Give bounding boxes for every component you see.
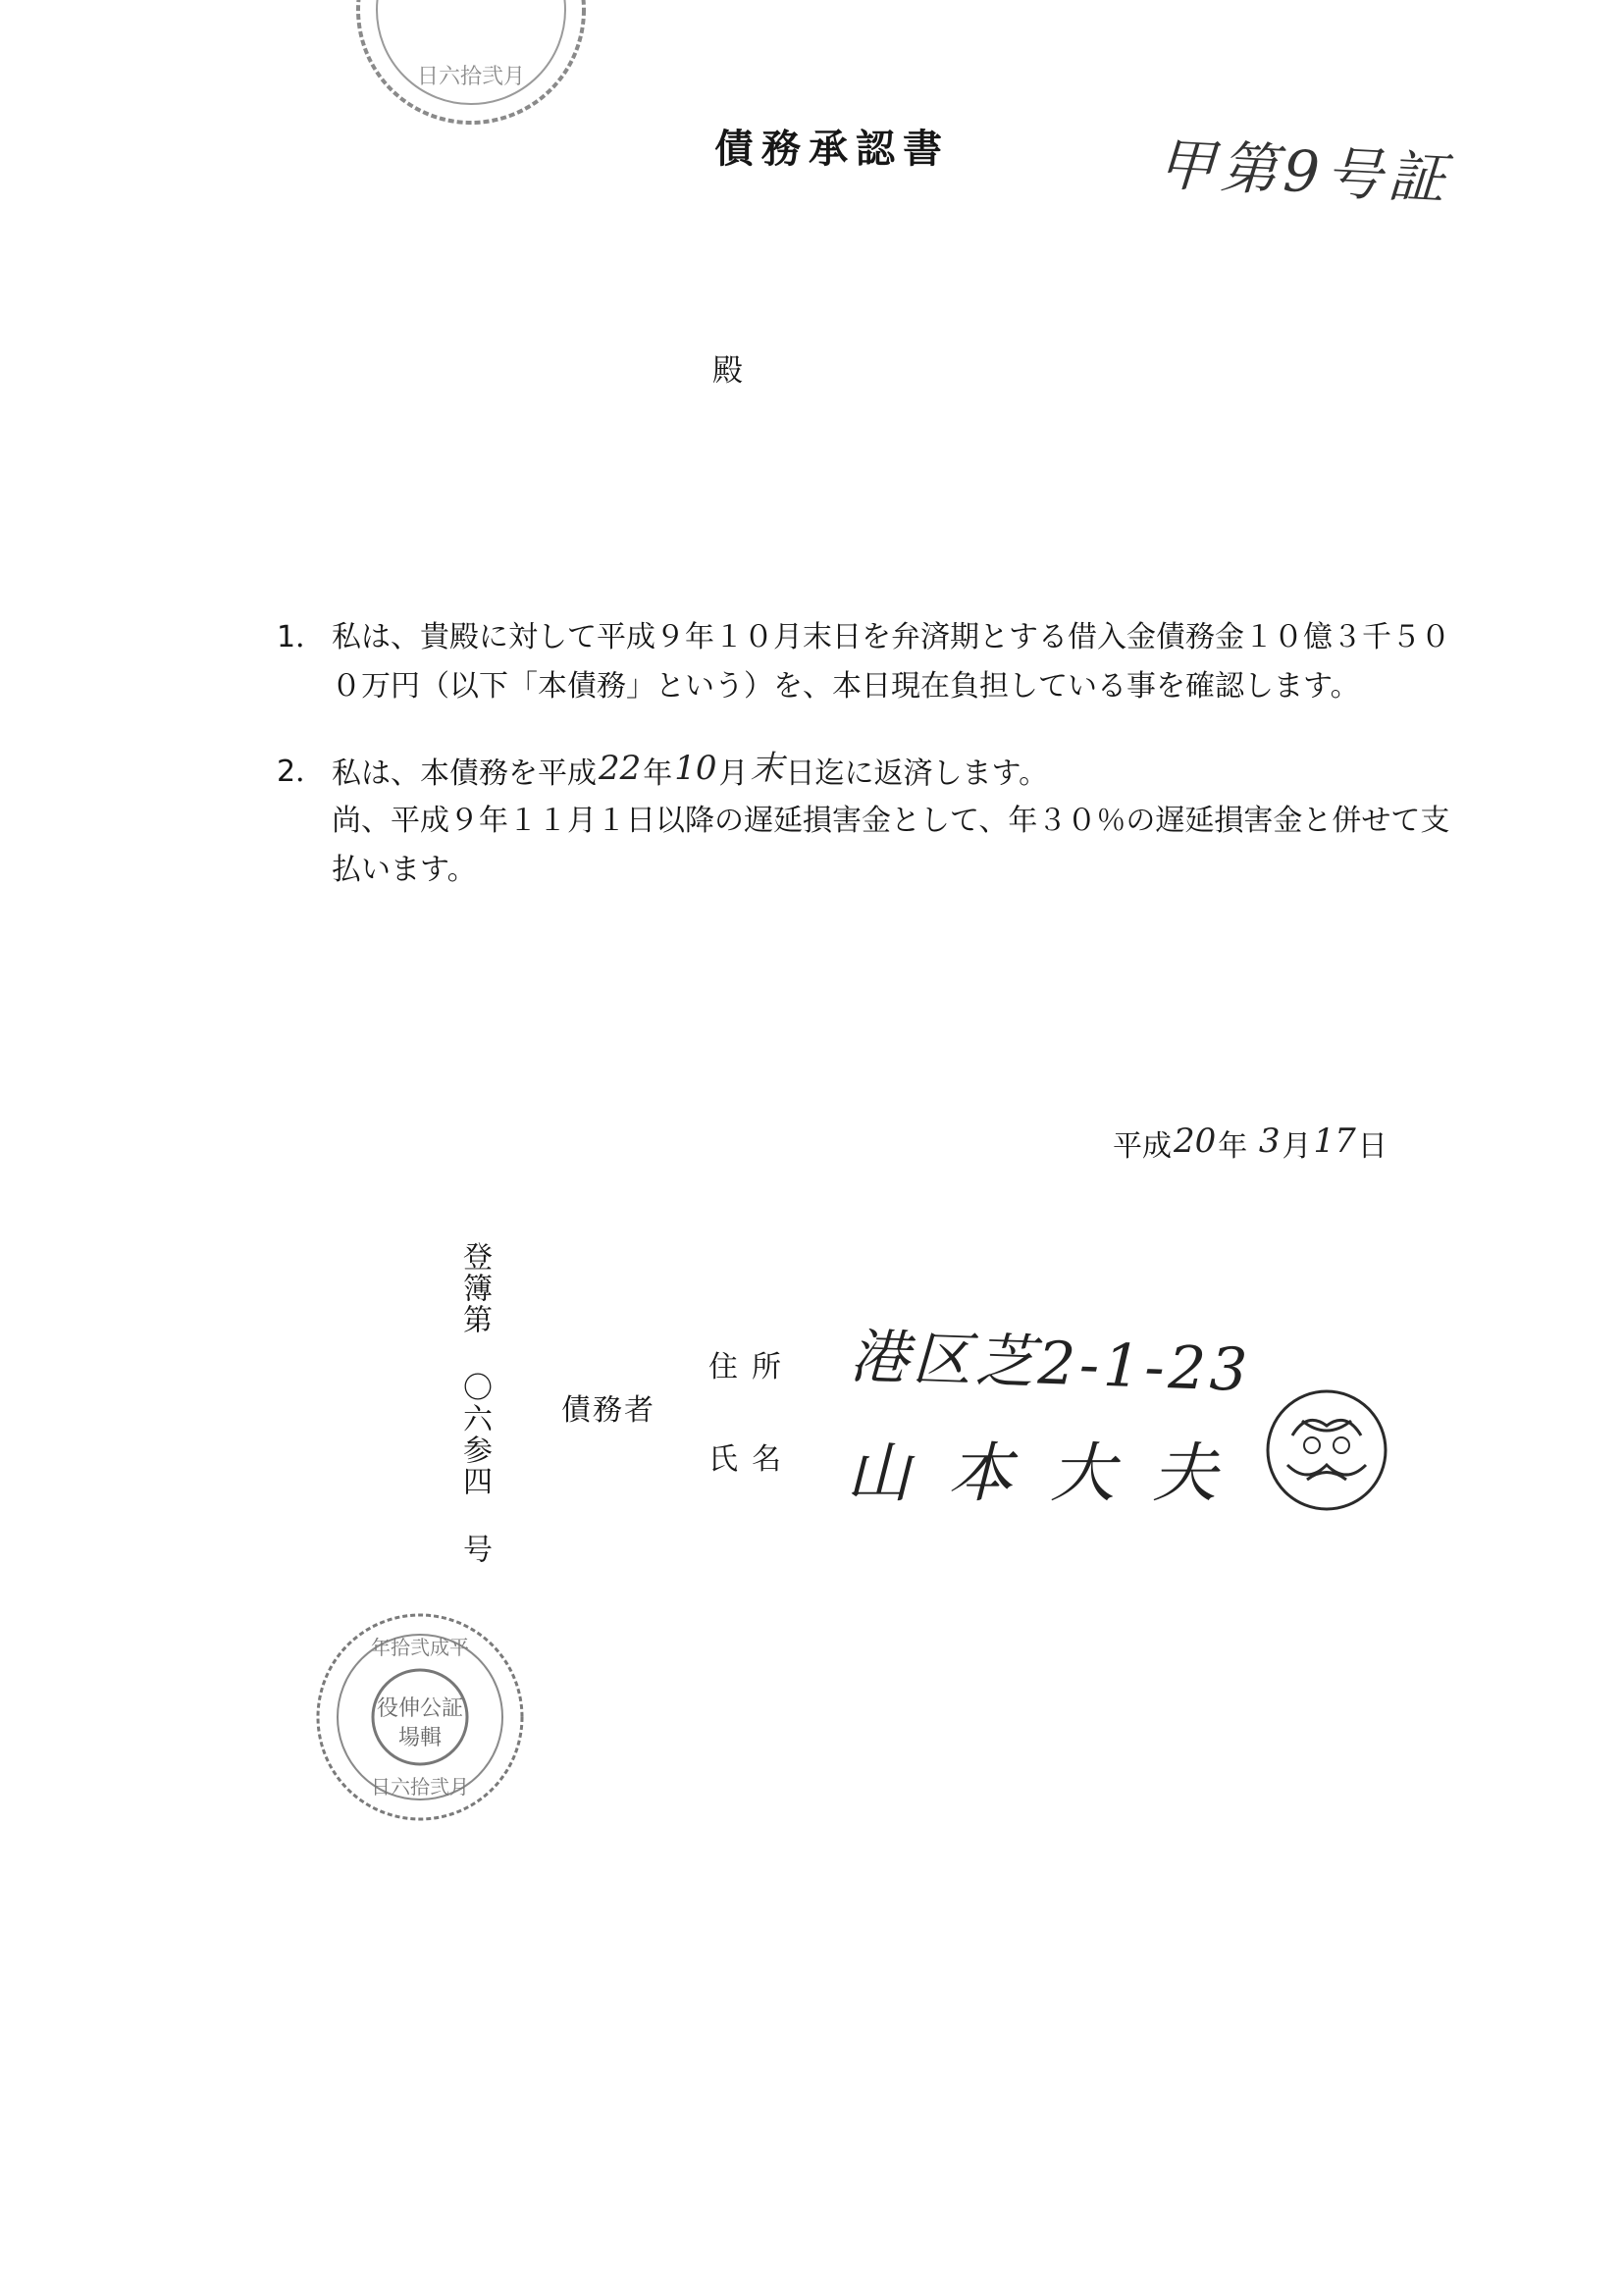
registry-seal-center-text: 役伸公証	[376, 1696, 464, 1721]
date-day-unit: 日	[1357, 1129, 1387, 1164]
document-title: 債務承認書	[714, 127, 950, 172]
registry-seal-bottom-text: 日六拾弐月	[371, 1775, 469, 1799]
date-month-unit: 月	[1282, 1129, 1312, 1164]
repayment-day-handwritten: 末	[750, 749, 784, 788]
clause-2-text-post: 日迄に返済します。	[785, 757, 1049, 791]
addressee-suffix: 殿	[712, 353, 743, 389]
document-date	[1113, 1122, 1387, 1165]
registry-seal-top-text: 年拾弐成平	[371, 1636, 469, 1659]
registration-number-vertical: 登簿第 〇六参四 号	[457, 1241, 492, 1565]
debtor-label: 債務者	[561, 1393, 655, 1428]
address-handwritten: 港区芝2-1-23	[848, 1322, 1253, 1406]
handwritten-exhibit-note: 甲第9号証	[1156, 130, 1453, 213]
date-year-unit: 年	[1218, 1129, 1248, 1164]
clause-2-text-pre: 私は、本債務を平成	[332, 757, 597, 791]
date-year-handwritten: 20	[1174, 1122, 1217, 1161]
address-label: 住所	[708, 1350, 795, 1384]
name-label: 氏名	[708, 1442, 795, 1477]
repayment-year-handwritten: 22	[599, 749, 642, 788]
clause-2-line-3: 払います。	[332, 853, 477, 887]
personal-seal	[1258, 1382, 1395, 1523]
clause-2-line-1	[332, 748, 1048, 799]
clause-2-line-2: 尚、平成９年１１月１日以降の遅延損害金として、年３０％の遅延損害金と併せて支	[332, 804, 1450, 838]
name-handwritten: 山本大夫	[846, 1435, 1254, 1511]
date-day-handwritten: 17	[1313, 1122, 1356, 1161]
date-month-handwritten: 3	[1258, 1122, 1281, 1161]
top-stamp-text: 日六拾弐月	[416, 65, 526, 89]
clause-1-line-1: 私は、貴殿に対して平成９年１０月末日を弁済期とする借入金債務金１０億３千５０	[332, 620, 1450, 654]
repayment-month-handwritten: 10	[674, 749, 717, 788]
clause-2-number: 2．	[277, 755, 326, 789]
clause-1-line-2: ０万円（以下「本債務」という）を、本日現在負担している事を確認します。	[332, 669, 1360, 704]
month-unit: 月	[718, 757, 749, 791]
registry-seal-center-bottom-text: 場輯	[397, 1726, 443, 1750]
top-date-stamp	[334, 0, 608, 141]
registry-date-seal	[312, 1609, 528, 1829]
year-unit: 年	[643, 757, 673, 791]
clause-1-number: 1．	[277, 620, 326, 654]
date-era: 平成	[1113, 1129, 1172, 1164]
